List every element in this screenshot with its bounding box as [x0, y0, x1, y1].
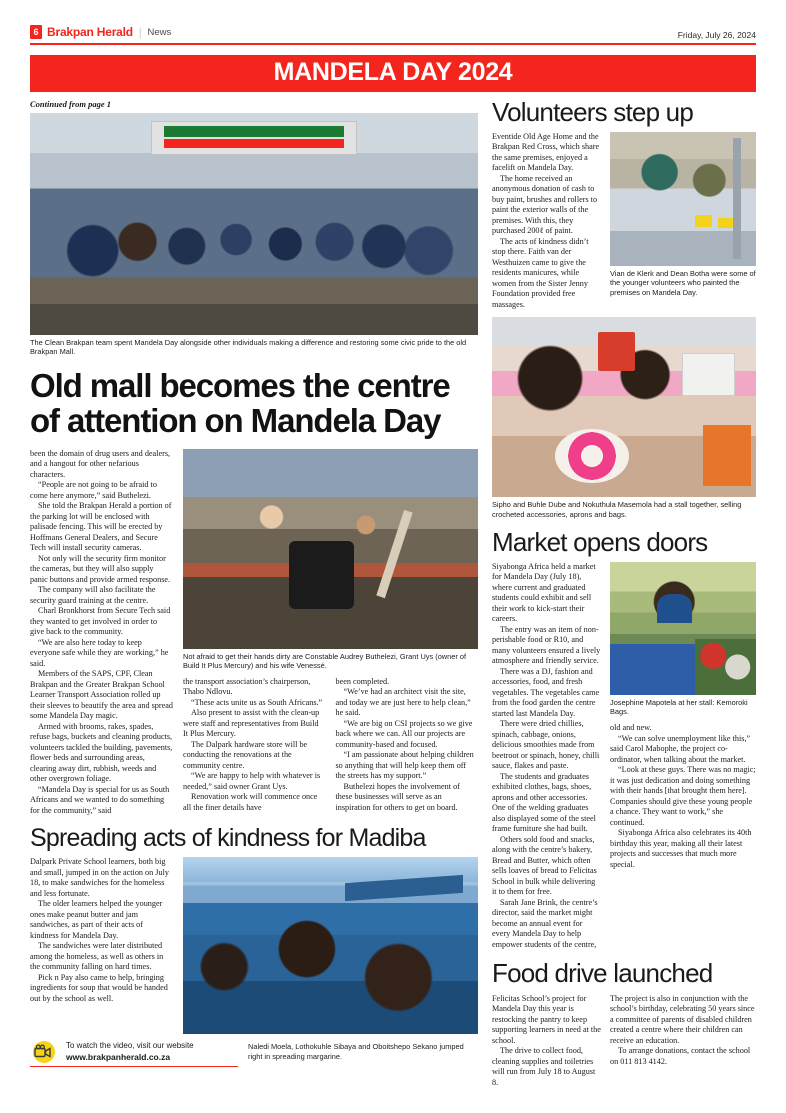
clean-brakpan-team-photo	[30, 113, 478, 335]
kindness-paragraph: The sandwiches were later distributed among the homeless, as well as others in the community falling on hard times.	[30, 941, 164, 972]
issue-date: Friday, July 26, 2024	[677, 30, 756, 40]
food-drive-paragraph: Felicitas School’s project for Mandela Day this year is restocking the pantry to keep supporting learners in need at the school.	[492, 993, 601, 1045]
article-paragraph: The Dalpark hardware store will be conducting the renovations at the community centre.	[183, 739, 308, 770]
market-paragraph: There was a DJ, fashion and accessories, food, and fresh vegetables. The vegetables came from the food garden the centre started last Mandela Day.	[492, 666, 600, 718]
young-painters-caption: Vian de Klerk and Dean Botha were some of the younger volunteers who painted the premises on Mandela Day.	[610, 268, 756, 298]
market-paragraph: Sarah Jane Brink, the centre’s director, said the market might become an annual event for every Mandela Day to help empower students of the centre,	[492, 897, 598, 949]
crochet-stall-caption: Sipho and Buhle Dube and Nokuthula Masemola had a stall together, selling crocheted accessories, aprons and bags.	[492, 500, 742, 519]
food-drive-paragraph: The project is also in conjunction with the school’s birthday, celebrating 50 years since a committee of parents of disabled children created a centre where their children can receive an education.	[610, 993, 755, 1045]
market-paragraph: Siyabonga Africa held a market for Mandela Day (July 18), where current and graduated students could exhibit and sell their work to kick-start their careers.	[492, 561, 596, 624]
article-paragraph: “Mandela Day is special for us as South Africans and we wanted to do something for the community,” said	[30, 784, 170, 815]
josephine-mapotela-stall-photo	[610, 562, 756, 695]
food-drive-column-1	[492, 994, 601, 1089]
article-columns-2-3	[183, 449, 478, 817]
kindness-text	[30, 857, 173, 1034]
publication-title: Brakpan Herald	[47, 25, 133, 39]
masthead-rule	[30, 43, 756, 45]
article-paragraph: Members of the SAPS, CPF, Clean Brakpan and the Greater Brakpan School Learner Transport Association rolled up their sleeves to beautify the area and spread some Mandela Day magic.	[30, 669, 173, 721]
school-learners-sandwiches-photo	[183, 857, 478, 1034]
volunteers-paragraph: Eventide Old Age Home and the Brakpan Red Cross, which share the same premises, enjoyed a facelift on Mandela Day.	[492, 131, 600, 173]
article-paragraph: “We are also here today to keep everyone safe while they are working,” he said.	[30, 637, 169, 668]
kindness-paragraph: The older learners helped the younger ones make peanut butter and jam sandwiches, as part of their acts of kindness for Mandela Day.	[30, 899, 163, 940]
kindness-photo-block	[183, 857, 478, 1034]
market-paragraph: “Look at these guys. There was no magic; it was just dedication and doing something with their hands [that brought them here]. Companies should give these young people a chance. They want to work,” she continued.	[610, 765, 756, 827]
feature-banner: MANDELA DAY 2024	[30, 55, 756, 92]
josephine-stall-caption: Josephine Mapotela at her stall: Kemoroki Bags.	[610, 697, 748, 717]
market-paragraph: “We can solve unemployment like this,” said Carol Mabophe, the project co-ordinator, when talking about the market.	[610, 733, 751, 764]
hero-photo-caption: The Clean Brakpan team spent Mandela Day alongside other individuals making a difference and restoring some civic pride to the old Brakpan Mall.	[30, 337, 467, 357]
market-paragraph: Others sold food and snacks, along with the centre’s bakery, Bread and Butter, which often sells loaves of bread to Felicitas School in bulk while delivering it to them for free.	[492, 834, 597, 897]
kindness-paragraph: Pick n Pay also came to help, bringing ingredients for soup that would be handed out by the school as well.	[30, 972, 168, 1003]
article-paragraph: The company will also facilitate the security guard training at the centre.	[30, 585, 156, 605]
food-drive-paragraph: To arrange donations, contact the school on 011 813 4142.	[610, 1046, 751, 1066]
article-paragraph: the transport association’s chairperson, Thabo Ndlovu.	[183, 676, 311, 697]
page-number-badge: 6	[30, 25, 42, 39]
young-painters-photo	[610, 132, 756, 266]
website-url[interactable]: www.brakpanherald.co.za	[66, 1052, 171, 1063]
volunteers-paragraph: The home received an anonymous donation of cash to buy paint, brushes and rollers to paint the exterior walls of the premises. With this, they purchased 200ℓ of paint.	[492, 173, 598, 236]
volunteers-heading: Volunteers step up	[492, 96, 693, 127]
market-right-block	[610, 562, 756, 951]
kindness-article	[30, 825, 478, 1034]
page-headline: Old mall becomes the centre of attention on Mandela Day	[30, 366, 450, 439]
article-paragraph: “We are big on CSI projects so we give back where we can. All our projects are community-based and focused.	[335, 718, 473, 749]
masthead	[30, 0, 756, 45]
video-callout-line1: To watch the video, visit our website	[66, 1041, 194, 1051]
market-paragraph: There were dried chillies, spinach, cabbage, onions, delicious smoothies made from beetroot or spinach, honey, chilli sauce, flakes and paste.	[492, 719, 600, 771]
food-drive-column-2	[610, 994, 756, 1089]
market-text-column-1	[492, 562, 601, 951]
kindness-heading: Spreading acts of kindness for Madiba	[30, 824, 426, 853]
article-paragraph: Buthelezi hopes the involvement of these businesses will serve as an inspiration for others to get on board.	[335, 781, 460, 812]
article-paragraph: Armed with brooms, rakes, spades, refuse bags, buckets and cleaning products, volunteers tackled the building, pavements, flower beds and surrounding areas, clearing away dirt, rubbish, weeds and other overgrown foliage.	[30, 721, 173, 784]
article-paragraph: Renovation work will commence once all the finer details have	[183, 792, 318, 812]
left-column	[30, 99, 478, 1089]
market-paragraph: The entry was an item of non-perishable food or R10, and many volunteers ensured a lively atmosphere and friendly service.	[492, 624, 601, 666]
section-label: News	[147, 26, 172, 38]
article-paragraph: “We are happy to help with whatever is needed,” said owner Grant Uys.	[183, 771, 321, 791]
market-paragraph: The students and graduates exhibited clothes, bags, shoes, aprons and other accessories. One of the welding graduates also displayed some of the steel frame furniture she had built.	[492, 771, 596, 834]
right-column	[492, 96, 756, 1089]
market-paragraph: old and new.	[610, 723, 652, 733]
market-paragraph: Siyabonga Africa also celebrates its 40th birthday this year, making all their latest projects and successes that much more special.	[610, 828, 752, 869]
market-text-column-2	[610, 723, 756, 870]
volunteers-cleaning-photo	[183, 449, 478, 649]
article-paragraph: “We’ve had an architect visit the site, and today we are just here to help clean,” he said.	[335, 687, 471, 718]
video-callout-block[interactable]	[30, 1041, 238, 1067]
video-camera-icon	[30, 1041, 58, 1063]
food-drive-paragraph: The drive to collect food, cleaning supplies and toiletries will run from July 18 to August 8.	[492, 1046, 596, 1087]
crochet-stall-photo	[492, 317, 756, 497]
article-paragraph: been completed.	[335, 676, 390, 686]
article-paragraph: She told the Brakpan Herald a portion of the parking lot will be enclosed with palisade fencing. This will be erected by Hoffmans General Dealers, and Secure Tech will install security cameras.	[30, 501, 172, 553]
article-paragraph: “People are not going to be afraid to come here anymore,” said Buthelezi.	[30, 480, 157, 500]
inset-photo-caption: Not afraid to get their hands dirty are Constable Audrey Buthelezi, Grant Uys (owner of Build It Plus Mercury) and his wife Venessé.	[183, 651, 467, 671]
continued-from-label: Continued from page 1	[30, 98, 111, 109]
article-paragraph: Charl Bronkhorst from Secure Tech said they wanted to get involved in order to give back to the community.	[30, 606, 171, 637]
article-paragraph: “I am passionate about helping children so anything that will help keep them off the streets has my support.”	[335, 750, 474, 781]
volunteers-paragraph: The acts of kindness didn’t stop there. Faith van der Westhuizen came to give the residents manicures, while women from the Sister Jenny Foundation provided free massages.	[492, 236, 589, 309]
young-painters-block	[610, 132, 756, 311]
market-heading: Market opens doors	[492, 526, 708, 557]
kindness-photo-caption: Naledi Moela, Lothokuhle Sibaya and Oboitshepo Sekano jumped right in spreading margarine.	[248, 1042, 464, 1062]
kindness-paragraph: Dalpark Private School learners, both big and small, jumped in on the action on July 18, to make sandwiches for the homeless and less fortunate.	[30, 857, 169, 898]
food-drive-heading: Food drive launched	[492, 958, 713, 989]
volunteers-text	[492, 132, 601, 311]
masthead-branding	[30, 24, 171, 40]
article-paragraph: Not only will the security firm monitor the cameras, but they will also supply panic buttons and provide armed response.	[30, 553, 171, 584]
masthead-separator: |	[138, 24, 142, 39]
article-paragraph: been the domain of drug users and dealers, and a hangout for other nefarious characters.	[30, 448, 171, 479]
article-paragraph: “These acts unite us as South Africans.”	[191, 697, 323, 707]
article-column-1	[30, 449, 173, 817]
video-callout-rule	[30, 1066, 238, 1068]
article-paragraph: Also present to assist with the clean-up were staff and representatives from Build It Plus Mercury.	[183, 708, 320, 739]
